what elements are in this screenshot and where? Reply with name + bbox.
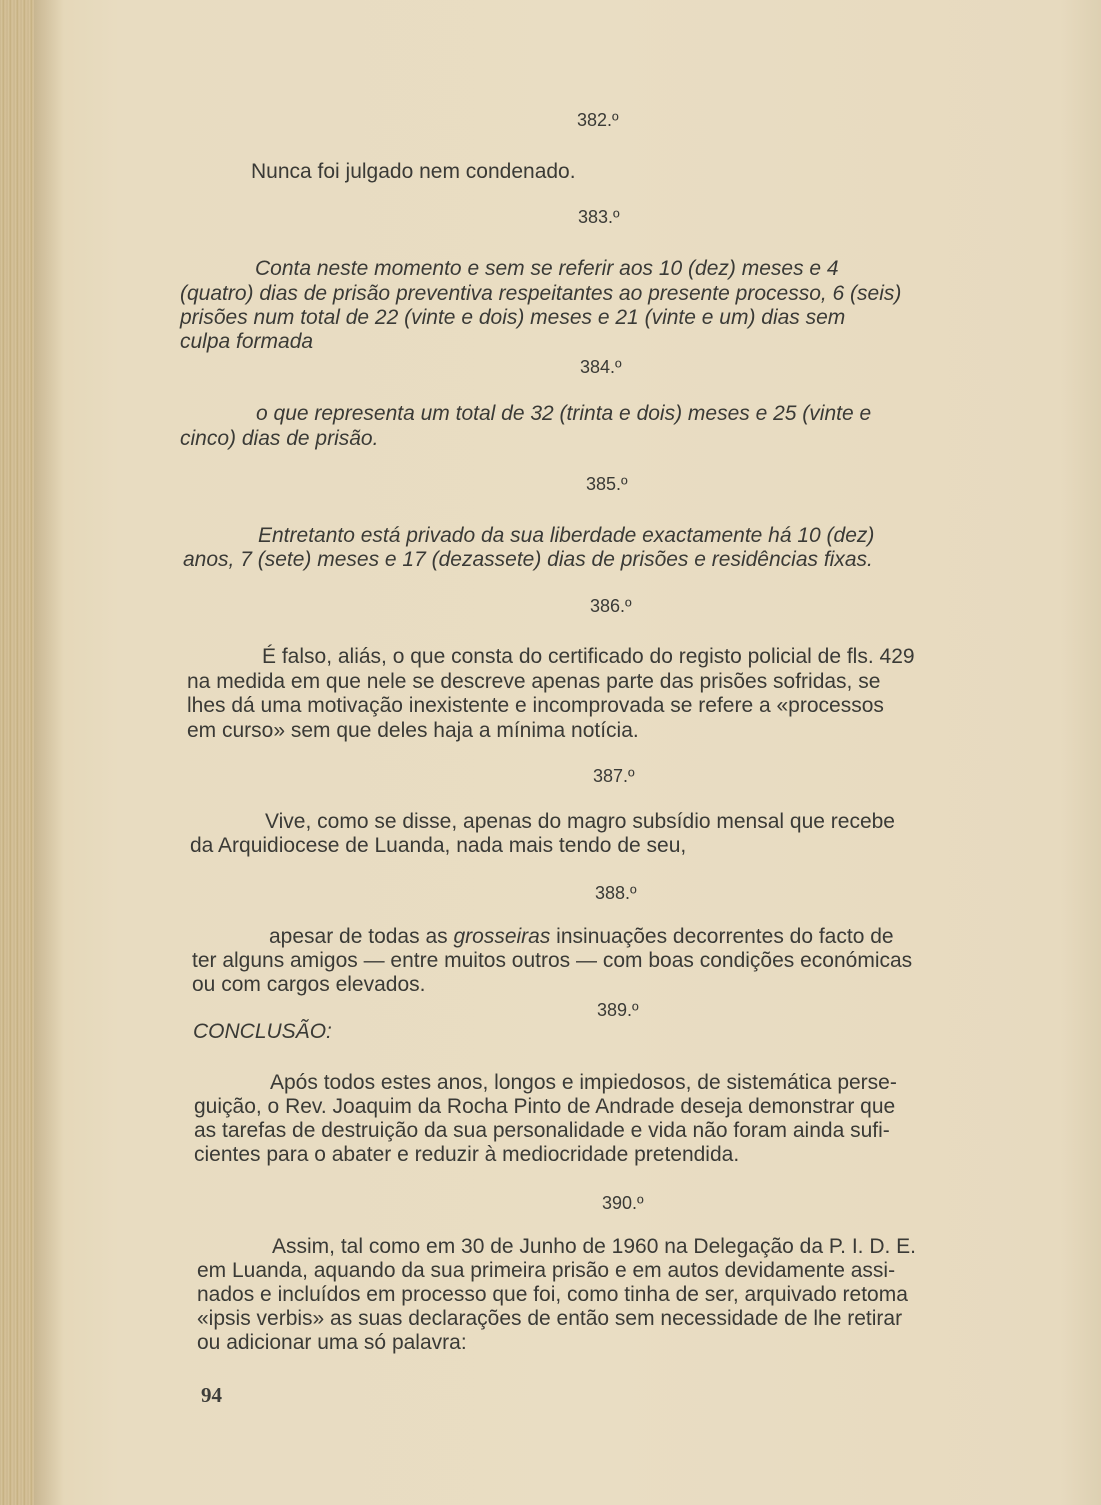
- paragraph-line: anos, 7 (sete) meses e 17 (dezassete) dias de prisões e residências fixas.: [183, 548, 873, 571]
- article-number: 386.º: [590, 596, 632, 616]
- book-binding-edge: [0, 0, 34, 1505]
- paragraph-line: ou com cargos elevados.: [192, 973, 426, 996]
- paragraph-line: [269, 925, 894, 950]
- binding-shadow: [34, 0, 64, 1505]
- paragraph-line: cientes para o abater e reduzir à mediocridade pretendida.: [194, 1143, 740, 1166]
- paragraph-line: Conta neste momento e sem se referir aos 10 (dez) meses e 4: [255, 257, 839, 280]
- article-number: 384.º: [580, 357, 622, 377]
- paragraph-line: cinco) dias de prisão.: [180, 427, 379, 450]
- text-run: apesar de todas as: [269, 925, 454, 948]
- paragraph-line: «ipsis verbis» as suas declarações de então sem necessidade de lhe retirar: [197, 1307, 903, 1330]
- article-number: 385.º: [586, 474, 628, 494]
- paragraph-line: prisões num total de 22 (vinte e dois) meses e 21 (vinte e um) dias sem: [180, 306, 846, 329]
- article-number: 387.º: [593, 766, 635, 786]
- article-number: 383.º: [578, 207, 620, 227]
- article-number: 390.º: [602, 1193, 644, 1213]
- paragraph-line: É falso, aliás, o que consta do certificado do registo policial de fls. 429: [262, 645, 915, 668]
- paragraph-line: Entretanto está privado da sua liberdade exactamente há 10 (dez): [258, 524, 875, 547]
- article-number: 389.º: [597, 1000, 639, 1020]
- paragraph-line: em Luanda, aquando da sua primeira prisão e em autos devidamente assi-: [197, 1259, 896, 1282]
- paragraph-line: ou adicionar uma só palavra:: [197, 1331, 467, 1354]
- section-heading: CONCLUSÃO:: [193, 1020, 332, 1043]
- paragraph-line: o que representa um total de 32 (trinta e dois) meses e 25 (vinte e: [256, 402, 872, 425]
- text-run: insinuações decorrentes do facto de: [550, 925, 894, 948]
- article-number: 388.º: [595, 883, 637, 903]
- page-number: 94: [201, 1383, 222, 1407]
- paragraph-line: culpa formada: [180, 330, 314, 353]
- paragraph-line: na medida em que nele se descreve apenas parte das prisões sofridas, se: [187, 670, 881, 693]
- paragraph-line: ter alguns amigos — entre muitos outros — com boas condições económicas: [192, 949, 913, 972]
- paragraph-line: em curso» sem que deles haja a mínima notícia.: [187, 719, 639, 742]
- emphasis-word: grosseiras: [453, 925, 551, 948]
- paragraph-line: Assim, tal como em 30 de Junho de 1960 na Delegação da P. I. D. E.: [272, 1235, 916, 1258]
- paragraph-line: (quatro) dias de prisão preventiva respeitantes ao presente processo, 6 (seis): [180, 282, 902, 305]
- paragraph-line: Vive, como se disse, apenas do magro subsídio mensal que recebe: [265, 810, 895, 833]
- paragraph-line: guição, o Rev. Joaquim da Rocha Pinto de Andrade deseja demonstrar que: [194, 1095, 896, 1118]
- paragraph-line: da Arquidiocese de Luanda, nada mais tendo de seu,: [190, 834, 687, 857]
- paragraph-line: Nunca foi julgado nem condenado.: [251, 160, 576, 183]
- article-number: 382.º: [577, 110, 619, 130]
- paragraph-line: lhes dá uma motivação inexistente e incomprovada se refere a «processos: [187, 694, 884, 717]
- paragraph-line: nados e incluídos em processo que foi, como tinha de ser, arquivado retoma: [197, 1283, 908, 1306]
- paragraph-line: Após todos estes anos, longos e impiedosos, de sistemática perse-: [270, 1071, 897, 1094]
- paragraph-line: as tarefas de destruição da sua personalidade e vida não foram ainda sufi-: [194, 1119, 890, 1142]
